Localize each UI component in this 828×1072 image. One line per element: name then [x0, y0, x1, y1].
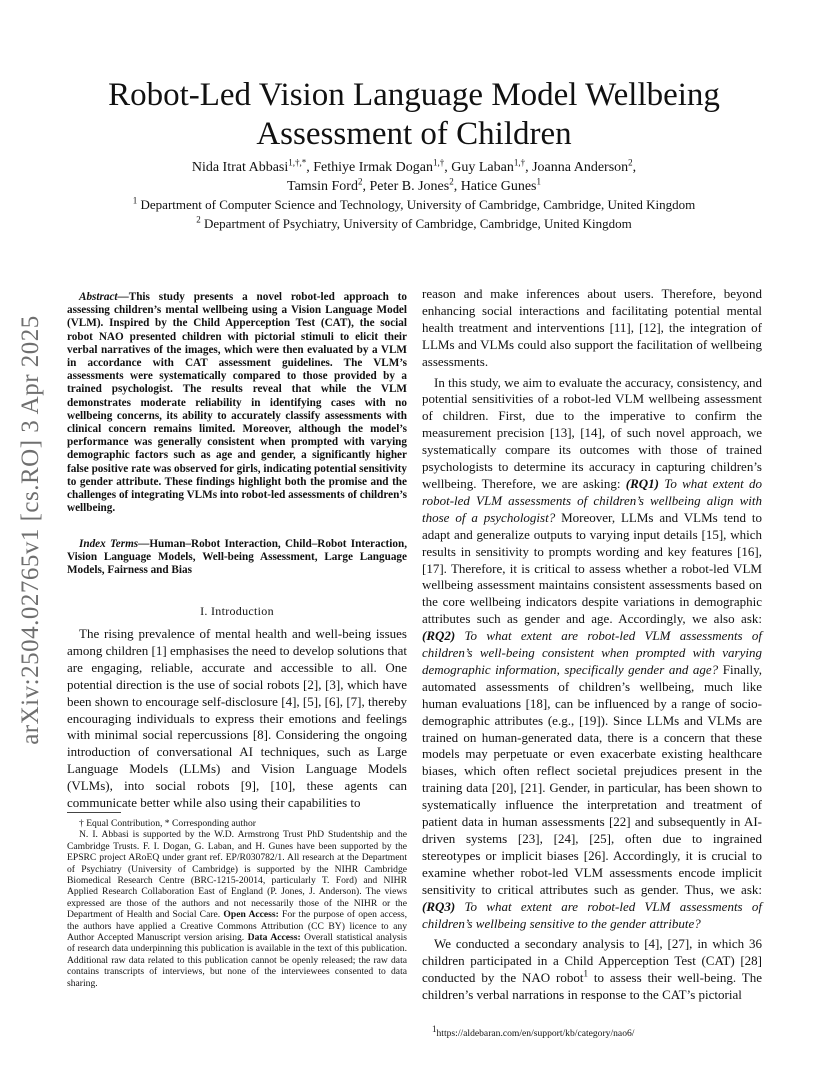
abstract-label: Abstract — [79, 291, 118, 303]
footnote-text: N. I. Abbasi is supported by the W.D. Armstrong Trust PhD Studentship and the Cambridge Trusts. F. I. Dogan, G. Laban, and H. Gunes have been supported by the EPSRC project ARoEQ under grant ref. EP/R030782/1. All research at the Department of Psychiatry (University of Cambridge) is supported by the NIHR Cambridge Biomedical Research Centre (BRC-1215-20014, particularly T. Ford) and NIHR Applied Research Collaboration East of England (P. Jones, J. Anderson). The views expressed are those of the authors and not necessarily those of the NIHR or the Department of Health and Social Care. — [67, 829, 407, 921]
index-terms-text: —Human–Robot Interaction, Child–Robot Interaction, Vision Language Models, Well-being Assessment, Large Language Models, Fairness and Bias — [67, 538, 407, 577]
author-sup: 2 — [449, 176, 454, 187]
affiliations — [60, 195, 768, 233]
section-heading: I. Introduction — [200, 604, 274, 618]
abstract-text: —This study presents a novel robot-led approach to assessing children’s mental wellbeing using a Vision Language Model (VLM). Inspired by the Child Apperception Test (CAT), the social robot NAO presented children with pictorial stimuli to elicit their verbal narratives of the images, which were then evaluated by a VLM in accordance with CAT assessment guidelines. The VLM’s assessments were systematically compared to those provided by a trained psychologist. The results reveal that while the VLM demonstrates moderate reliability in identifying cases with no wellbeing concerns, its ability to accurately classify assessments with clinical concern remains limited. Moreover, although the model’s performance was generally consistent when prompted with varying demographic factors such as age and gender, a significantly higher false positive rate was observed for girls, indicating potential sensitivity to gender attribute. These findings highlight both the promise and the challenges of integrating VLMs into robot-led assessments of children’s wellbeing. — [67, 291, 407, 515]
author-name: , Guy Laban — [444, 160, 514, 175]
rq-label: (RQ2) — [422, 628, 456, 644]
author-name: , Fethiye Irmak Dogan — [306, 160, 434, 175]
rq-text: To what extent are robot-led VLM assessments of children’s well-being consistent when prompted with varying demographic information, specifically gender and age? — [422, 628, 762, 677]
right-column — [422, 286, 762, 1004]
rq-text: To what extent do robot-led VLM assessments of children’s wellbeing align with those of a psychologist? — [422, 475, 762, 525]
author-list — [60, 158, 768, 196]
author-sup: 1 — [536, 176, 541, 187]
rq-text: To what extent are robot-led VLM assessments of children’s wellbeing sensitive to the gender attribute? — [422, 898, 762, 931]
footnote-equal-contribution: † Equal Contribution, * Corresponding author — [79, 818, 256, 829]
footnote-text: Overall statistical analysis of research data underpinning this publication is available in the text of this publication. Additional raw data related to this publication cannot be openly released; the raw data contains transcripts of interviews, but none of the interviewees consented to data sharing. — [67, 932, 408, 989]
rq-label: (RQ3) — [422, 898, 456, 914]
footnote-text: For the purpose of open access, the authors have applied a Creative Commons Attribution (CC BY) licence to any Author Accepted Manuscript version arising. — [67, 909, 407, 944]
author-sup: 1,†,* — [288, 157, 307, 168]
text: We conducted a secondary analysis to [4], [27], in which 36 children participated in a Child Apperception Test (CAT) [28] conducted by the NAO robot — [422, 936, 762, 986]
author-name: , Joanna Anderson — [525, 160, 629, 175]
footnotes — [67, 818, 407, 989]
paragraph — [422, 375, 762, 933]
affil-text: Department of Computer Science and Technology, University of Cambridge, Cambridge, United Kingdom — [137, 197, 696, 212]
title-line-2: Assessment of Children — [256, 116, 572, 152]
paper-title — [60, 76, 768, 154]
author-sep: , — [632, 160, 637, 175]
affil-sup: 1 — [132, 195, 138, 206]
rq-label: (RQ1) — [625, 475, 659, 491]
footnote-link[interactable]: https://aldebaran.com/en/support/kb/category/nao6/ — [436, 1028, 635, 1039]
author-name: , Hatice Gunes — [453, 179, 537, 194]
affil-sup: 2 — [196, 214, 201, 225]
intro-paragraph: The rising prevalence of mental health and well-being issues among children [1] emphasises the need to develop solutions that are engaging, reliable, accurate and accessible to all. One potential direction is the use of social robots [2], [3], which have been shown to encourage self-disclosure [4], [5], [6], [7], thereby encouraging individuals to express their emotions and feelings with minimal social repercussions [8]. Considering the ongoing introduction of conversational AI techniques, such as Large Language Models (LLMs) and Vision Language Models (VLMs), into social robots [9], [10], these agents can communicate better while also using their capabilities to — [67, 626, 407, 811]
abstract — [67, 291, 407, 515]
author-name: , Peter B. Jones — [362, 179, 450, 194]
open-access-label: Open Access: — [223, 909, 279, 921]
data-access-label: Data Access: — [247, 932, 301, 944]
author-sup: 2 — [628, 157, 633, 168]
text: In this study, we aim to evaluate the accuracy, consistency, and potential sensitivities of a robot-led VLM wellbeing assessment of children. First, due to the imperative to confirm the measurement precision [13], [14], of such novel approach, we systematically compare its outcomes with those of trained psychologists to determine its accuracy in capturing children’s wellbeing. Therefore, we are asking: — [422, 374, 762, 491]
text: to assess their well-being. The children’s verbal narrations in response to the CAT’s pictorial — [422, 970, 763, 1003]
author-name: Tamsin Ford — [287, 179, 358, 194]
author-sup: 1,† — [433, 157, 445, 168]
index-terms-label: Index Terms — [79, 538, 139, 550]
text: Finally, automated assessments of children’s wellbeing, much like human evaluations [18], can be influenced by a range of socio-demographic attributes (e.g., [19]). Since LLMs and VLMs are trained on human-generated data, there is a concern that these models may perpetuate or even exacerbate existing healthcare biases, which often reflect societal prejudices present in the training data [20], [21]. Gender, in particular, has been shown to systematically influence the interpretation and treatment of patient data in human assessments [22] and subsequently in AI-driven systems [23], [24], [25], often due to ingrained stereotypes or implicit biases [26]. Accordingly, it is crucial to examine whether robot-led VLM assessments encode implicit sensitivity to critical attributes such as gender. Thus, we ask: — [422, 661, 763, 897]
footnote-marker: 1 — [583, 968, 588, 979]
index-terms — [67, 538, 407, 578]
affil-text: Department of Psychiatry, University of Cambridge, Cambridge, United Kingdom — [200, 216, 632, 231]
paragraph: reason and make inferences about users. Therefore, beyond enhancing social interactions and facilitating potential mental health treatment and interventions [11], [12], the integration of LLMs and VLMs could also support the facilitation of wellbeing assessments. — [422, 286, 762, 369]
title-line-1: Robot-Led Vision Language Model Wellbeing — [108, 77, 720, 113]
footnote-funding — [67, 829, 407, 989]
arxiv-watermark — [6, 290, 56, 770]
paragraph — [422, 936, 762, 1004]
author-sup: 1,† — [513, 157, 526, 168]
author-name: Nida Itrat Abbasi — [191, 160, 289, 175]
footnote-url — [432, 1023, 762, 1039]
footnote-divider — [67, 812, 121, 813]
footnote-marker: 1 — [432, 1023, 437, 1034]
text: Moreover, LLMs and VLMs tend to adapt and generalize outputs to varying input details [15], which results in sensitivity to prompts wording and key features [16], [17]. Therefore, it is critical to assess whether a robot-led VLM wellbeing assessment maintains consistent assessments based on the core wellbeing indicators despite variations in demographic attributes such as gender and age. Accordingly, we also ask: — [422, 509, 763, 627]
arxiv-id: arXiv:2504.02765v1 [cs.RO] 3 Apr 2025 — [17, 315, 44, 745]
author-sup: 2 — [357, 176, 363, 187]
affiliation-1 — [60, 195, 768, 214]
affiliation-2 — [60, 214, 768, 233]
